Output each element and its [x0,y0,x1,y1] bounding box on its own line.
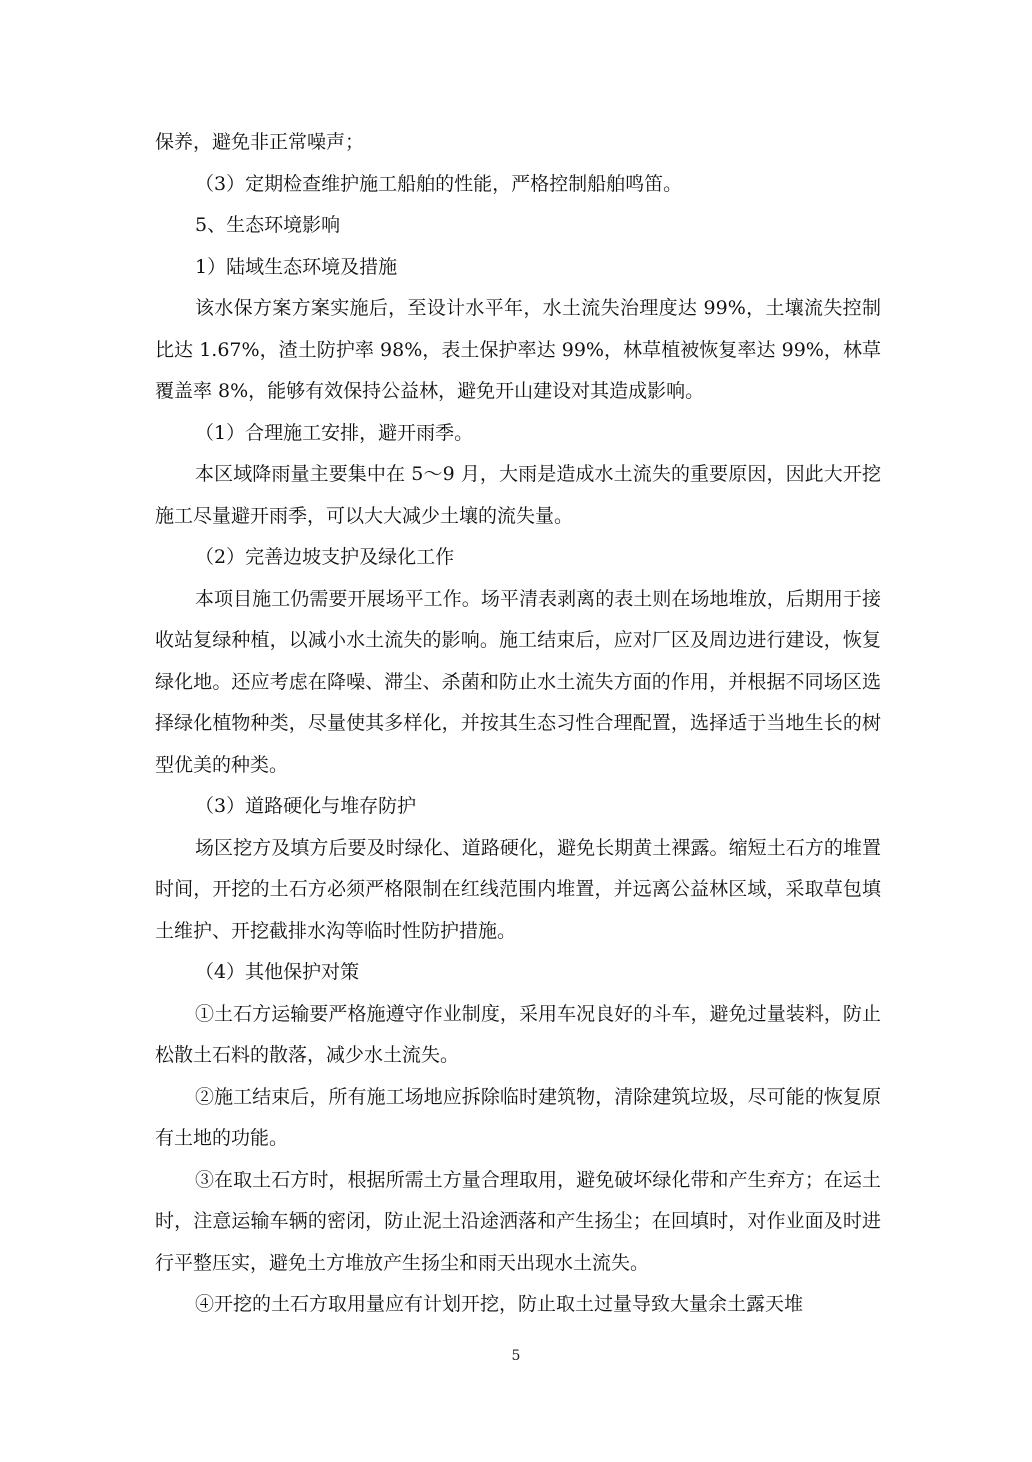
paragraph-measure-2-demolition: ②施工结束后，所有施工场地应拆除临时建筑物，清除建筑垃圾，尽可能的恢复原有土地的功能。 [155,1085,881,1149]
document-body [155,122,881,1326]
page-number: 5 [511,1348,521,1364]
item-heading-2-slope-support: （2）完善边坡支护及绿化工作 [195,546,455,568]
item-heading-3-road-hardening: （3）道路硬化与堆存防护 [195,795,417,817]
paragraph-measure-4-excavation-plan: ④开挖的土石方取用量应有计划开挖，防止取土过量导致大量余土露天堆 [195,1293,804,1315]
item-heading-4-other-measures: （4）其他保护对策 [195,961,360,983]
paragraph-site-leveling: 本项目施工仍需要开展场平工作。场平清表剥离的表土则在场地堆放，后期用于接收站复绿种植，以减小水土流失的影响。施工结束后，应对厂区及周边进行建设，恢复绿化地。还应考虑在降噪、滞尘、杀菌和防止水土流失方面的作用，并根据不同场区选择绿化植物种类，尽量使其多样化，并按其生态习性合理配置，选择适于当地生长的树型优美的种类。 [155,587,881,776]
section-heading-ecology: 5、生态环境影响 [195,214,341,236]
paragraph-item-3-ship-maintenance: （3）定期检查维护施工船舶的性能，严格控制船舶鸣笛。 [195,172,683,195]
paragraph-continuation: 保养，避免非正常噪声； [155,131,365,153]
paragraph-rainfall: 本区域降雨量主要集中在 5～9 月，大雨是造成水土流失的重要原因，因此大开挖施工尽量避开雨季，可以大大减少土壤的流失量。 [155,463,881,527]
paragraph-measure-1-transport: ①土石方运输要严格施遵守作业制度，采用车况良好的斗车，避免过量装料，防止松散土石料的散落，减少水土流失。 [155,1002,881,1066]
subsection-heading-land-ecology: 1）陆域生态环境及措施 [195,255,398,278]
paragraph-excavation-filling: 场区挖方及填方后要及时绿化、道路硬化，避免长期黄土裸露。缩短土石方的堆置时间，开挖的土石方必须严格限制在红线范围内堆置，并远离公益林区域，采取草包填土维护、开挖截排水沟等临时性防护措施。 [155,836,881,942]
paragraph-soil-conservation-metrics: 该水保方案方案实施后，至设计水平年，水土流失治理度达 99%，土壤流失控制比达 1.67%，渣土防护率 98%，表土保护率达 99%，林草植被恢复率达 99%，林草覆盖率 8%，能够有效保持公益林，避免开山建设对其造成影响。 [155,297,881,402]
paragraph-measure-3-earthwork: ③在取土石方时，根据所需土方量合理取用，避免破坏绿化带和产生弃方；在运土时，注意运输车辆的密闭，防止泥土沿途洒落和产生扬尘；在回填时，对作业面及时进行平整压实，避免土方堆放产生扬尘和雨天出现水土流失。 [155,1168,881,1274]
item-heading-1-construction-schedule: （1）合理施工安排，避开雨季。 [195,421,474,444]
